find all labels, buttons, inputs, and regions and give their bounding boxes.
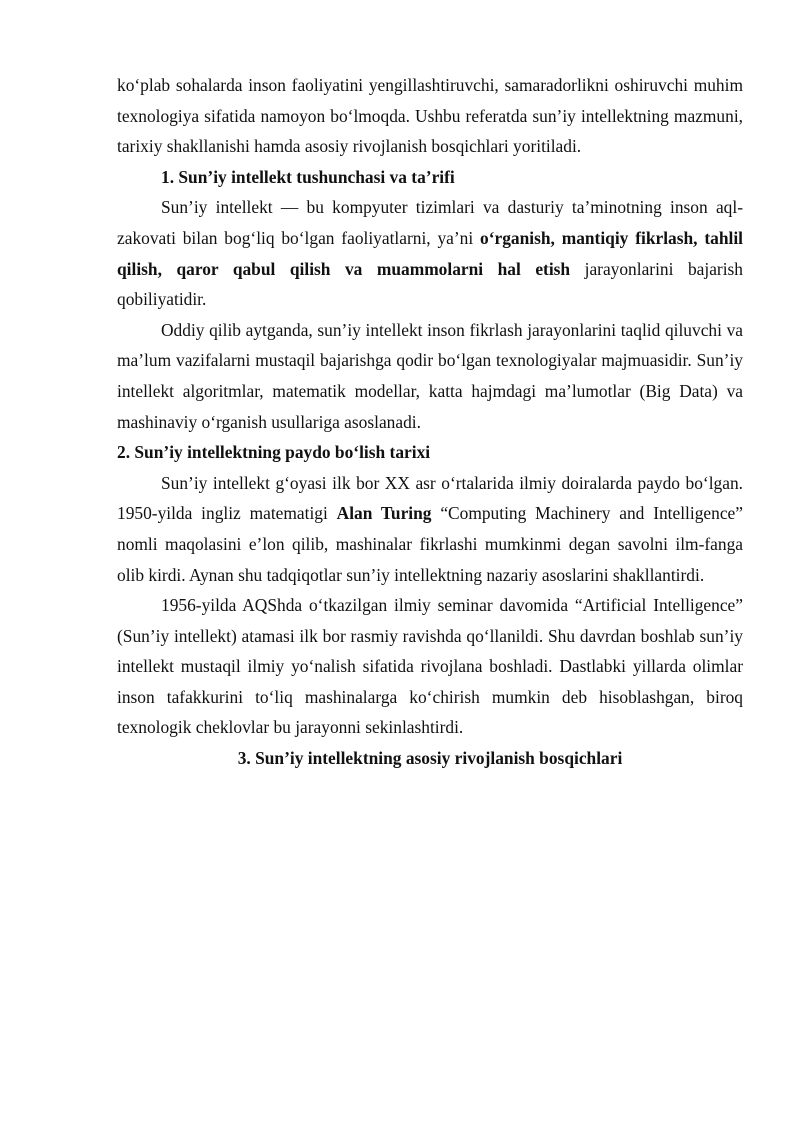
section-1-paragraph-1-bold: o‘rganish, mantiqiy fikrlash, tahlil qilish, qaror qabul qilish va muammolarni hal etish bbox=[117, 227, 743, 279]
section-2-paragraph-1 bbox=[117, 468, 743, 590]
section-1-paragraph-1-text-b: jarayonlarini bajarish qobiliyatidir. bbox=[117, 258, 744, 310]
intro-paragraph: ko‘plab sohalarda inson faoliyatini yengillashtiruvchi, samaradorlikni oshiruvchi muhim texnologiya sifatida namoyon bo‘lmoqda. Ushbu referatda sun’iy intellektning mazmuni, tarixiy shakllanishi hamda asosiy rivojlanish bosqichlari yoritiladi. bbox=[117, 75, 743, 157]
section-2-heading: 2. Sun’iy intellektning paydo bo‘lish tarixi bbox=[117, 442, 431, 463]
section-2-paragraph-1-text-a: Sun’iy intellekt g‘oyasi ilk bor XX asr o‘rtalarida ilmiy doiralarda paydo bo‘lgan. 1950-yilda ingliz matematigi bbox=[117, 472, 743, 524]
section-1-heading: 1. Sun’iy intellekt tushunchasi va ta’rifi bbox=[161, 166, 455, 187]
section-1-paragraph-1 bbox=[117, 192, 743, 314]
section-3-heading: 3. Sun’iy intellektning asosiy rivojlanish bosqichlari bbox=[237, 748, 623, 769]
section-1-paragraph-1-text-a: Sun’iy intellekt — bu kompyuter tizimlari va dasturiy ta’minotning inson aql-zakovati bilan bog‘liq bo‘lgan faoliyatlarni, ya’ni bbox=[117, 197, 743, 248]
section-2-paragraph-2: 1956-yilda AQShda o‘tkazilgan ilmiy seminar davomida “Artificial Intelligence” (Sun’iy intellekt) atamasi ilk bor rasmiy ravishda qo‘llanildi. Shu davrdan boshlab sun’iy intellekt mustaqil ilmiy yo‘nalish sifatida rivojlana boshladi. Dastlabki yillarda olimlar inson tafakkurini to‘liq mashinalarga ko‘chirish mumkin deb hisoblashgan, biroq texnologik cheklovlar bu jarayonni sekinlashtirdi. bbox=[117, 595, 743, 738]
section-1-paragraph-2: Oddiy qilib aytganda, sun’iy intellekt inson fikrlash jarayonlarini taqlid qiluvchi va ma’lum vazifalarni mustaqil bajarishga qodir bo‘lgan texnologiyalar majmuasidir. Sun’iy intellekt algoritmlar, matematik modellar, katta hajmdagi ma’lumotlar (Big Data) va mashinaviy o‘rganish usullariga asoslanadi. bbox=[117, 319, 743, 432]
section-2-paragraph-1-text-b: “Computing Machinery and Intelligence” nomli maqolasini e’lon qilib, mashinalar fikrlashi mumkinmi degan savolni ilm-fanga olib kirdi. Aynan shu tadqiqotlar sun’iy intellektning nazariy asoslarini shakllantirdi. bbox=[117, 503, 743, 585]
document-page bbox=[117, 70, 743, 774]
section-2-paragraph-1-bold: Alan Turing bbox=[336, 503, 432, 524]
